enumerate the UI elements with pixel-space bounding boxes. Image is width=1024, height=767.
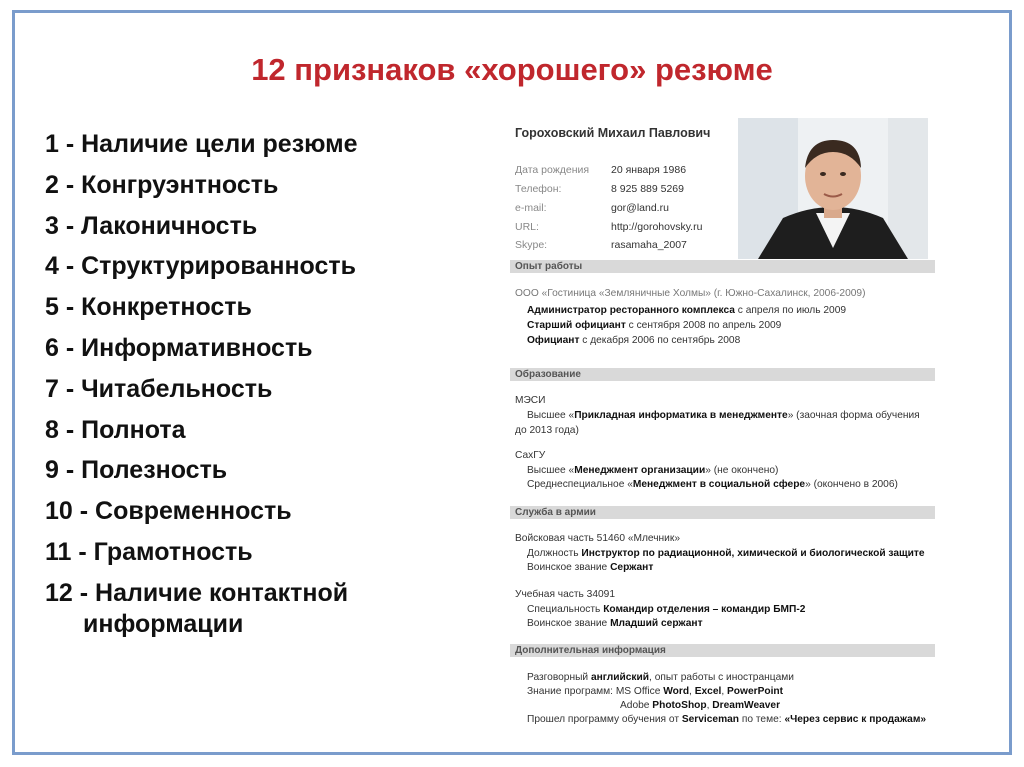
profile-photo bbox=[738, 118, 928, 259]
resume-sample: Гороховский Михаил Павлович Дата рождения 20 января 1986 Телефон: 8 925 889 5269 e-mail: gor@land.ru URL: http://gorohovsky.ru Skype: rasamaha_2007 Опыт работы ООО «Гостиница «Земляничные Холмы» (г. Южно-Сахалинск, 2006-2009) Администратор ресторанного комплекса с апреля по июль 2009 Старший официант с сентября 2008 по апрель 2009 Официант с декабря 2006 по сентябрь 2008 Образование МЭСИ Высшее «Прикладная информатика в менеджменте» (заочная форма обучения до 2013 года) СахГУ Высшее «Менеджмент организации» (не окончено) Среднеспециальное «Менеджмент в социальной сфере» (окончено в 2006) Служба в армии Войсковая часть 51460 «Млечник» Должность Инструктор по радиационной, химической и биологической защите Воинское звание Сержант Учебная часть 34091 Специальность Командир отделения – командир БМП-2 Воинское звание Младший сержант Дополнительная информация Разговорный английский, опыт работы с иностранцами Знание программ: MS Office Word, Excel, PowerPoint Adobe PhotoShop, DreamWeaver Прошел программу обучения от Serviceman по теме: «Через сервис к продажам» bbox=[510, 112, 935, 732]
experience-job: Администратор ресторанного комплекса с апреля по июль 2009 bbox=[527, 305, 847, 316]
education-degree: Высшее «Менеджмент организации» (не окончено) bbox=[527, 465, 779, 476]
criteria-item: 5 - Конкретность bbox=[45, 293, 252, 322]
education-degree-cont: до 2013 года) bbox=[515, 425, 579, 436]
section-education: Образование bbox=[510, 368, 935, 381]
extra-software: Знание программ: MS Office Word, Excel, PowerPoint bbox=[527, 686, 784, 697]
experience-company: ООО «Гостиница «Земляничные Холмы» (г. Южно-Сахалинск, 2006-2009) bbox=[515, 288, 866, 299]
criteria-item: 9 - Полезность bbox=[45, 456, 228, 485]
extra-course: Прошел программу обучения от Serviceman по теме: «Через сервис к продажам» bbox=[527, 714, 927, 725]
resume-name: Гороховский Михаил Павлович bbox=[515, 126, 711, 140]
education-school: МЭСИ bbox=[515, 395, 546, 406]
army-rank: Воинское звание Сержант bbox=[527, 562, 654, 573]
army-duty: Должность Инструктор по радиационной, химической и биологической защите bbox=[527, 548, 925, 559]
criteria-item: 3 - Лаконичность bbox=[45, 211, 258, 240]
experience-job: Старший официант с сентября 2008 по апрель 2009 bbox=[527, 320, 782, 331]
army-unit: Учебная часть 34091 bbox=[515, 589, 616, 600]
army-rank: Воинское звание Младший сержант bbox=[527, 618, 703, 629]
profile-photo-illustration bbox=[738, 118, 928, 259]
education-school: СахГУ bbox=[515, 450, 546, 461]
education-degree: Среднеспециальное «Менеджмент в социальной сфере» (окончено в 2006) bbox=[527, 479, 898, 490]
criteria-item: 7 - Читабельность bbox=[45, 374, 273, 403]
criteria-item: 1 - Наличие цели резюме bbox=[45, 130, 358, 158]
education-degree: Высшее «Прикладная информатика в менеджменте» (заочная форма обучения bbox=[527, 410, 920, 421]
criteria-item: 10 - Современность bbox=[45, 497, 292, 526]
criteria-item: 2 - Конгруэнтность bbox=[45, 170, 279, 199]
criteria-list bbox=[45, 124, 465, 640]
section-army: Служба в армии bbox=[510, 506, 935, 519]
army-unit: Войсковая часть 51460 «Млечник» bbox=[515, 533, 680, 544]
criteria-item: 12 - Наличие контактной информации bbox=[45, 578, 349, 638]
criteria-item: 8 - Полнота bbox=[45, 415, 186, 444]
section-experience: Опыт работы bbox=[510, 260, 935, 273]
experience-job: Официант с декабря 2006 по сентябрь 2008 bbox=[527, 335, 741, 346]
section-extra: Дополнительная информация bbox=[510, 644, 935, 657]
criteria-item: 6 - Информативность bbox=[45, 333, 313, 362]
army-specialty: Специальность Командир отделения – командир БМП-2 bbox=[527, 604, 806, 615]
slide-title: 12 признаков «хорошего» резюме bbox=[251, 52, 773, 87]
criteria-item: 4 - Структурированность bbox=[45, 252, 356, 281]
criteria-item: 11 - Грамотность bbox=[45, 537, 253, 566]
extra-language: Разговорный английский, опыт работы с иностранцами bbox=[527, 672, 794, 683]
extra-software-cont: Adobe PhotoShop, DreamWeaver bbox=[620, 700, 781, 711]
